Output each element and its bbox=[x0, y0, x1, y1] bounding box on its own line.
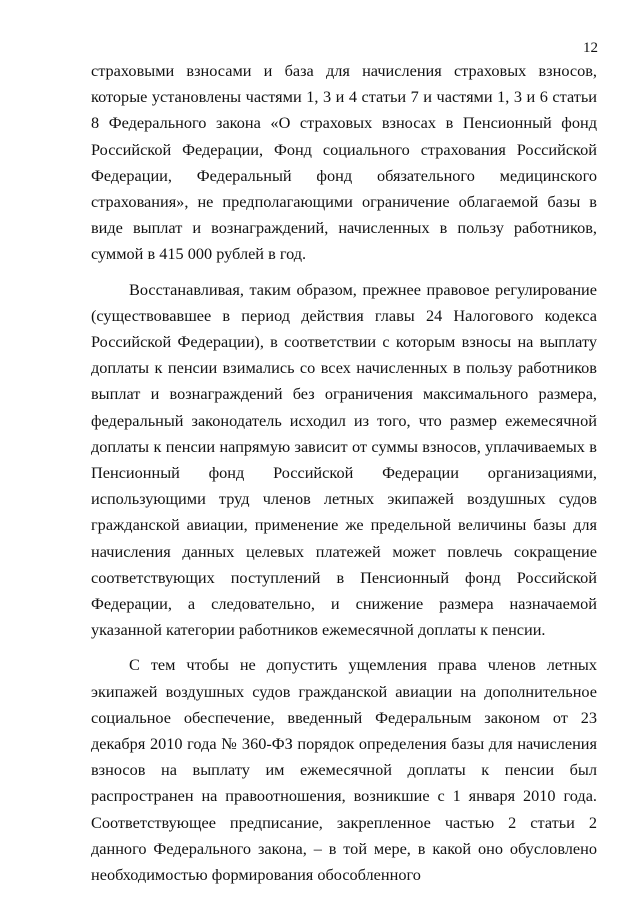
page-number: 12 bbox=[583, 40, 598, 56]
document-body bbox=[91, 58, 597, 888]
paragraph-protecting-rights: С тем чтобы не допустить ущемления права членов летных экипажей воздушных судов гражданской авиации на дополнительное социальное обеспечение, введенный Федеральным законом от 23 декабря 2010 года № 360-ФЗ порядок определения базы для начисления взносов на выплату им ежемесячной доплаты к пенсии был распространен на правоотношения, возникшие с 1 января 2010 года. Соответствующее предписание, закрепленное частью 2 статьи 2 данного Федерального закона, – в той мере, в какой оно обусловлено необходимостью формирования обособленного bbox=[91, 655, 597, 885]
paragraph-continuation: страховыми взносами и база для начисления страховых взносов, которые установлены частями 1, 3 и 4 статьи 7 и частями 1, 3 и 6 статьи 8 Федерального закона «О страховых взносах в Пенсионный фонд Российской Федерации, Фонд социального страхования Российской Федерации, Федеральный фонд обязательного медицинского страхования», не предполагающими ограничение облагаемой базы в виде выплат и вознаграждений, начисленных в пользу работников, суммой в 415 000 рублей в год. bbox=[91, 61, 597, 264]
paragraph-restoring-regulation: Восстанавливая, таким образом, прежнее правовое регулирование (существовавшее в период действия главы 24 Налогового кодекса Российской Федерации), в соответствии с которым взносы на выплату доплаты к пенсии взимались со всех начисленных в пользу работников выплат и вознаграждений без ограничения максимального размера, федеральный законодатель исходил из того, что размер ежемесячной доплаты к пенсии напрямую зависит от суммы взносов, уплачиваемых в Пенсионный фонд Российской Федерации организациями, использующими труд членов летных экипажей воздушных судов гражданской авиации, применение же предельной величины базы для начисления данных целевых платежей может повлечь сокращение соответствующих поступлений в Пенсионный фонд Российской Федерации, а следовательно, и снижение размера назначаемой указанной категории работников ежемесячной доплаты к пенсии. bbox=[91, 279, 597, 640]
